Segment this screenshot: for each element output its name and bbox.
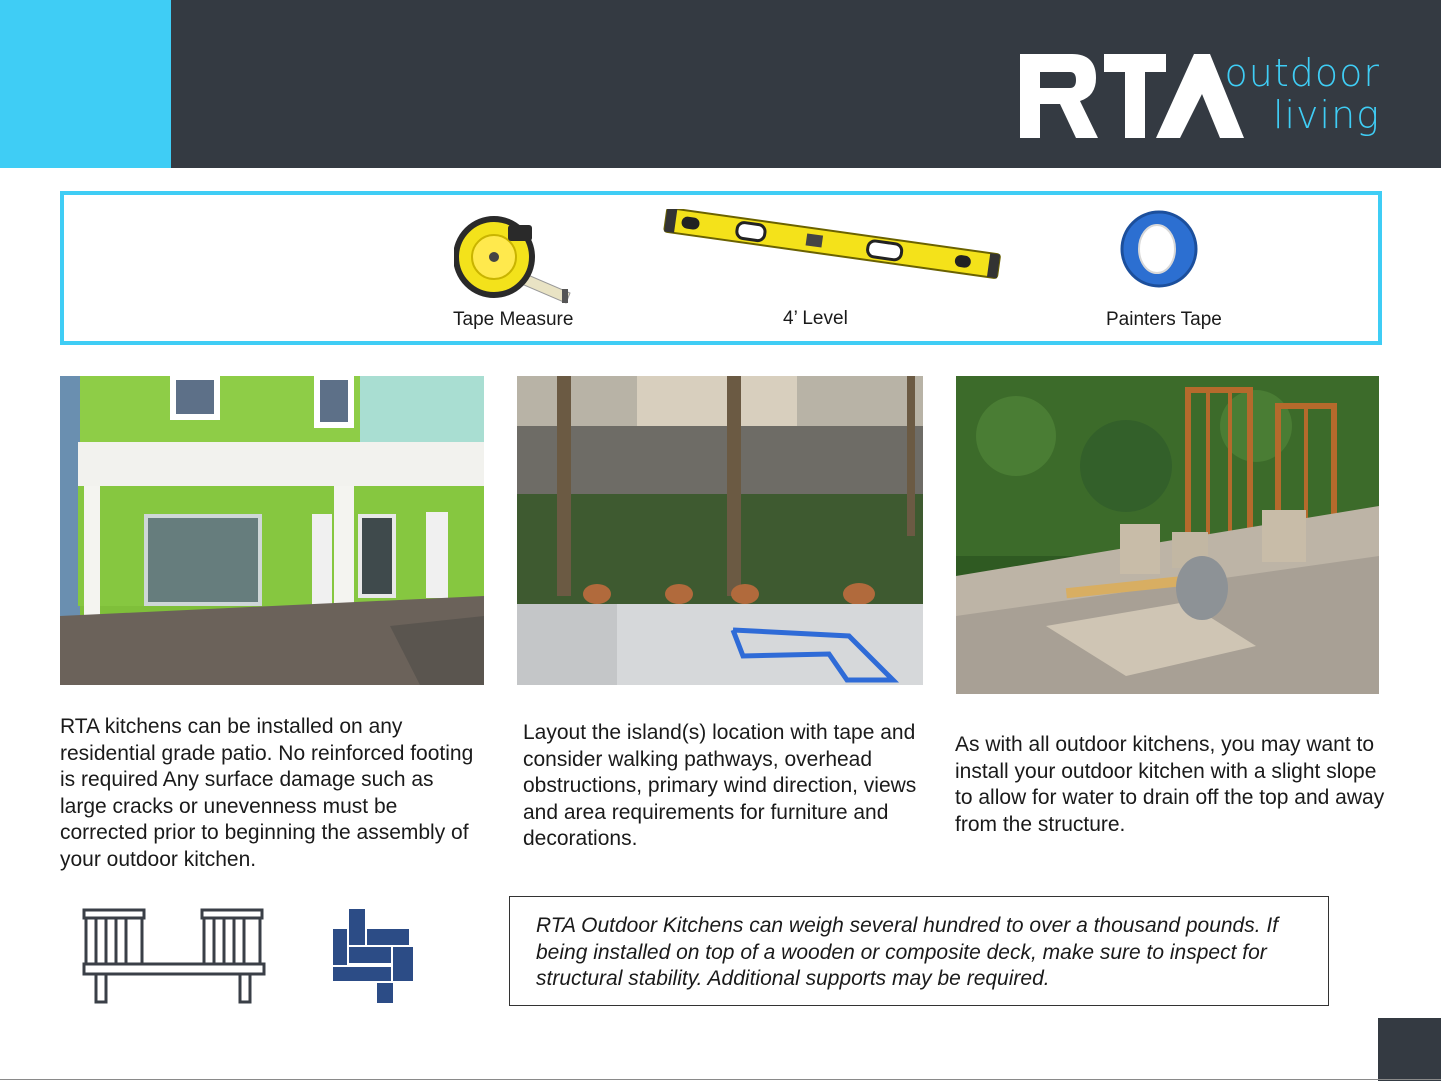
tool-label-tape-measure: Tape Measure	[453, 309, 574, 330]
patio-note: RTA kitchens can be installed on any residential grade patio. No reinforced footing is required Any surface damage such as large cracks or unevenness must be corrected prior to beginning the assembly of your outdoor kitchen.	[60, 715, 474, 871]
tool-label-level: 4’ Level	[783, 308, 848, 329]
tool-label-painters-tape: Painters Tape	[1106, 309, 1222, 330]
weight-notice-text: RTA Outdoor Kitchens can weigh several hundred to over a thousand pounds. If being installed on top of a wooden or composite deck, make sure to inspect for structural stability. Additional supports may be required.	[536, 914, 1279, 990]
slope-note: As with all outdoor kitchens, you may want to install your outdoor kitchen with a slight slope to allow for water to drain off the top and away from the structure.	[955, 733, 1385, 836]
level-icon	[660, 209, 1004, 279]
logo-tagline-outdoor: outdoor	[1224, 51, 1380, 95]
weight-notice-box	[509, 896, 1329, 1006]
logo-tagline-living: living	[1272, 93, 1380, 137]
corner-accent-block	[1378, 1018, 1441, 1081]
green-house-patio-photo	[60, 376, 484, 685]
footer-divider	[0, 1079, 1441, 1080]
pavers-hammer-photo	[956, 376, 1379, 694]
taped-layout-patio-photo	[517, 376, 923, 685]
rta-logo	[1020, 48, 1390, 144]
tape-measure-icon	[454, 213, 574, 305]
pavers-icon	[330, 906, 416, 1006]
deck-icon	[80, 906, 268, 1004]
rta-logo-mark	[1020, 48, 1250, 144]
layout-note: Layout the island(s) location with tape and consider walking pathways, overhead obstructions, primary wind direction, views and area requirements for furniture and decorations.	[523, 721, 917, 850]
tools-box	[60, 191, 1382, 345]
painters-tape-icon	[1119, 209, 1199, 289]
header-accent-block	[0, 0, 171, 168]
